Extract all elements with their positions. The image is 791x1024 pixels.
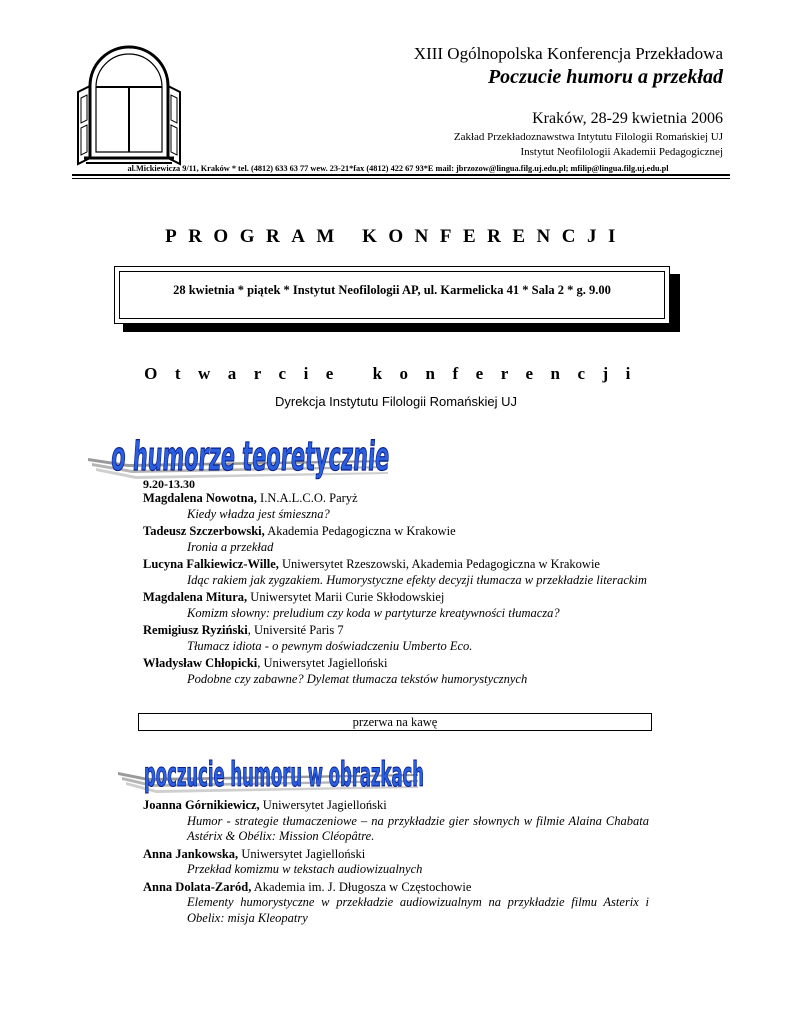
- talk-list-theory: [143, 491, 649, 689]
- list-item: [143, 847, 649, 878]
- speaker-name: Anna Jankowska,: [143, 846, 239, 861]
- list-item: [143, 623, 649, 654]
- speaker-name: Lucyna Falkiewicz-Wille,: [143, 557, 279, 571]
- talk-title: Tłumacz idiota - o pewnym doświadczeniu Umberto Eco.: [187, 638, 473, 653]
- banner-text: poczucie humoru w obrazkach: [144, 755, 424, 795]
- opening-subtitle: Dyrekcja Instytutu Filologii Romańskiej UJ: [274, 394, 518, 409]
- organizer-line-2: Instytut Neofilologii Akademii Pedagogicznej: [520, 146, 723, 158]
- session-time: 9.20-13.30: [143, 477, 195, 491]
- organizer-line-1: Zakład Przekładoznawstwa Intytutu Filologii Romańskiej UJ: [453, 131, 723, 143]
- section-banner-theory: [88, 420, 647, 482]
- speaker-affiliation: , Uniwersytet Jagielloński: [257, 656, 388, 670]
- list-item: [143, 656, 649, 687]
- date-box: [114, 266, 670, 324]
- window-icon: [74, 40, 184, 165]
- header-rule-thin: [72, 178, 730, 179]
- speaker-affiliation: I.N.A.L.C.O. Paryż: [256, 491, 358, 505]
- speaker-name: Joanna Górnikiewicz,: [143, 798, 260, 812]
- list-item: [143, 491, 649, 522]
- conference-title: XIII Ogólnopolska Konferencja Przekładowa: [413, 44, 723, 63]
- speaker-name: Anna Dolata-Zaród,: [143, 879, 252, 894]
- place-date: Kraków, 28-29 kwietnia 2006: [532, 110, 723, 127]
- talk-title: Elementy humorystyczne w przekładzie audiowizualnym na przykładzie filmu Asterix i Obelix: misja Kleopatry: [187, 895, 649, 925]
- list-item: [143, 557, 649, 588]
- speaker-affiliation: Uniwersytet Marii Curie Skłodowskiej: [247, 590, 445, 604]
- talk-title: Idąc rakiem jak zygzakiem. Humorystyczne efekty decyzji tłumacza w przekładzie literackim: [187, 572, 647, 587]
- opening-title: Otwarcie konferencji: [144, 364, 648, 383]
- talk-list-pictures: [143, 798, 649, 928]
- speaker-name: Tadeusz Szczerbowski,: [143, 524, 265, 538]
- header-rule-thick: [72, 174, 730, 176]
- speaker-name: Remigiusz Ryziński: [143, 623, 248, 637]
- program-title: PROGRAM KONFERENCJI: [165, 226, 627, 247]
- list-item: [143, 590, 649, 621]
- talk-title: Kiedy władza jest śmieszna?: [187, 506, 330, 521]
- conference-subtitle: Poczucie humoru a przekład: [487, 66, 723, 88]
- speaker-name: Władysław Chłopicki: [143, 656, 258, 670]
- list-item: [143, 524, 649, 555]
- speaker-affiliation: Akademia Pedagogiczna w Krakowie: [264, 524, 456, 538]
- coffee-break: przerwa na kawę: [138, 713, 652, 731]
- speaker-affiliation: Uniwersytet Jagielloński: [259, 798, 387, 812]
- talk-title: Podobne czy zabawne? Dylemat tłumacza tekstów humorystycznych: [187, 671, 528, 686]
- speaker-name: Magdalena Nowotna,: [143, 491, 257, 505]
- speaker-affiliation: Akademia im. J. Długosza w Częstochowie: [251, 879, 472, 894]
- list-item: [143, 880, 649, 927]
- banner-text: o humorze teoretycznie: [109, 434, 647, 480]
- talk-title: Ironia a przekład: [187, 539, 274, 554]
- talk-title: Komizm słowny: preludium czy koda w partyturze kreatywności tłumacza?: [187, 605, 560, 620]
- day-info: 28 kwietnia * piątek * Instytut Neofilologii AP, ul. Karmelicka 41 * Sala 2 * g. 9.00: [173, 283, 611, 297]
- speaker-name: Magdalena Mitura,: [143, 590, 248, 604]
- speaker-affiliation: Uniwersytet Jagielloński: [238, 846, 366, 861]
- speaker-affiliation: , Université Paris 7: [247, 623, 344, 637]
- talk-title: Przekład komizmu w tekstach audiowizualnych: [187, 862, 423, 876]
- section-banner-pictures: [118, 742, 428, 802]
- speaker-affiliation: Uniwersytet Rzeszowski, Akademia Pedagogiczna w Krakowie: [278, 557, 600, 571]
- contact-line: al.Mickiewicza 9/11, Kraków * tel. (4812) 633 63 77 wew. 23-21*fax (4812) 422 67 93*E mail: jbrzozow@lingua.filg.uj.edu.pl; mfilip@lingua.filg.uj.edu.pl: [127, 164, 669, 173]
- talk-title: Humor - strategie tłumaczeniowe – na przykładzie gier słownych w filmie Alaina Chabata Astérix & Obélix: Mission Cléopâtre.: [187, 813, 649, 843]
- list-item: [143, 798, 649, 845]
